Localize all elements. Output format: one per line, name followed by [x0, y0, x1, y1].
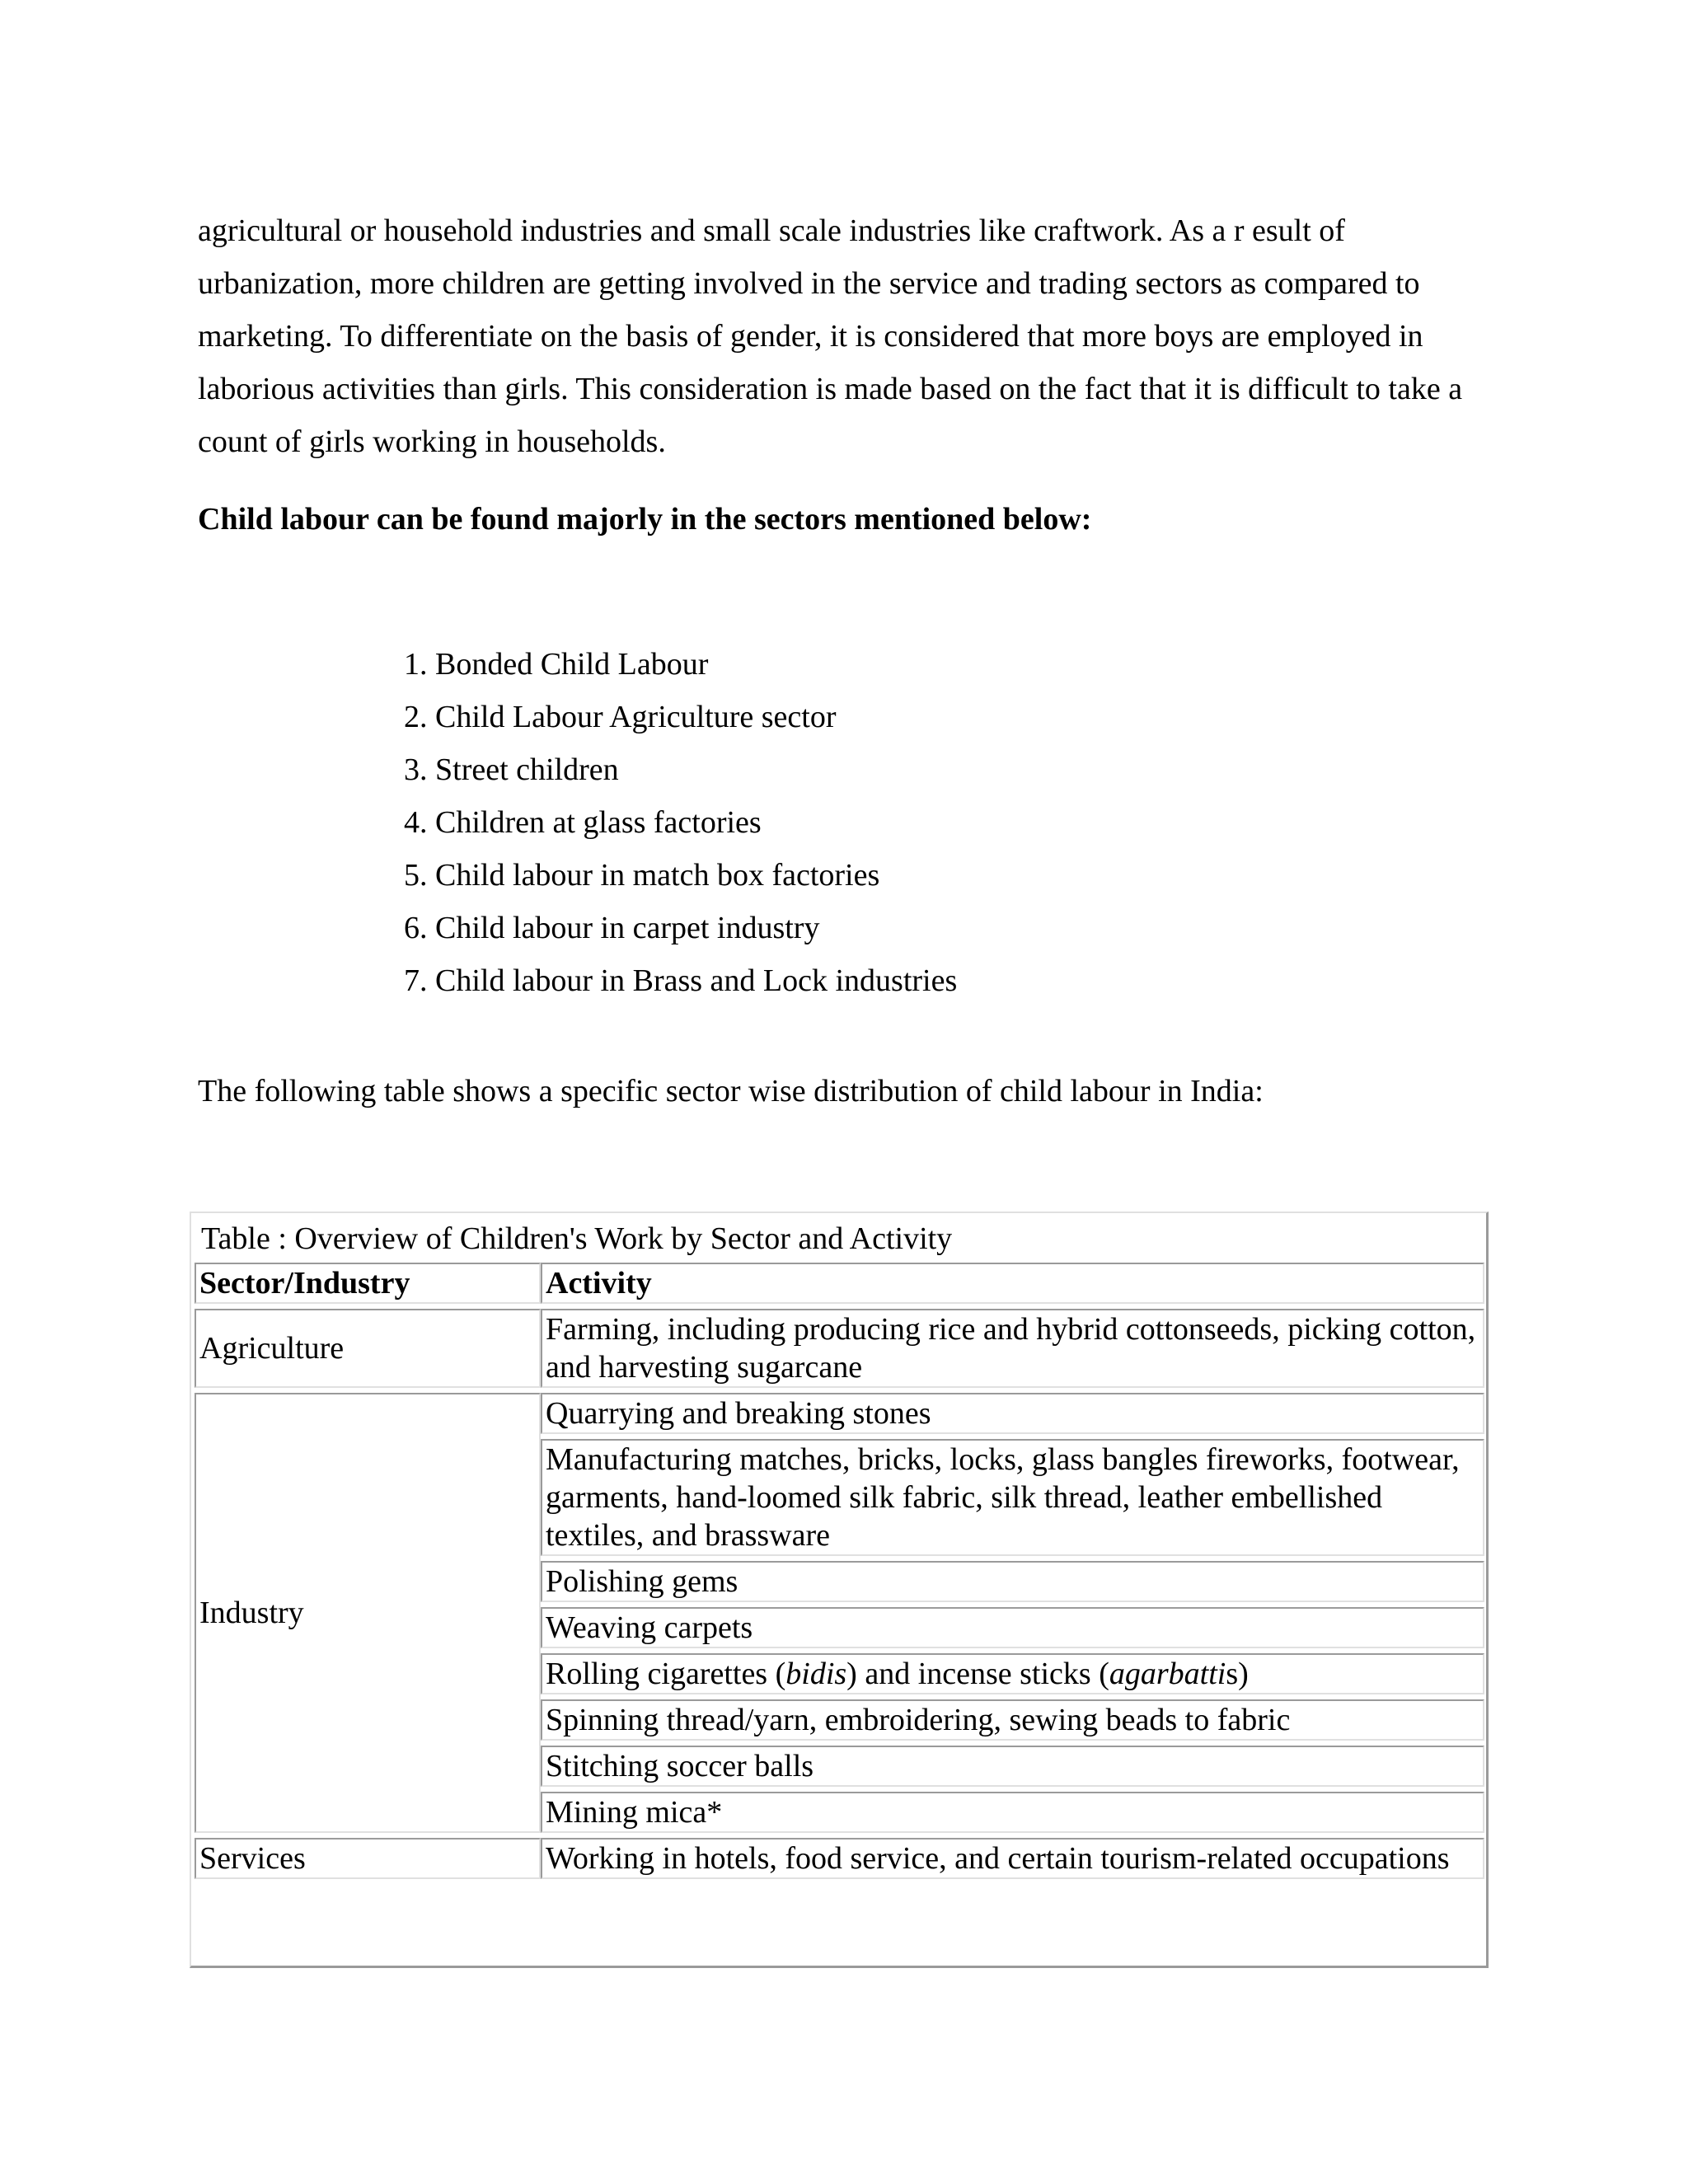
table-intro: The following table shows a specific sector wise distribution of child labour in India:: [198, 1074, 1264, 1108]
activity-text: ) and incense sticks (: [846, 1657, 1109, 1691]
activity-cell: Working in hotels, food service, and certain tourism-related occupations: [541, 1838, 1484, 1879]
activity-cell: Farming, including producing rice and hybrid cottonseeds, picking cotton, and harvesting sugarcane: [541, 1309, 1484, 1388]
sector-activity-table: [195, 1213, 1484, 1884]
table-row: [195, 1838, 1484, 1879]
activity-term: bidis: [785, 1657, 847, 1691]
table-row: [195, 1393, 1484, 1434]
intro-paragraph: agricultural or household industries and small scale industries like craftwork. As a r esult of urbanization, more children are getting involved in the service and trading sectors as compared to marketing. To differentiate on the basis of gender, it is considered that more boys are employed in laborious activities than girls. This consideration is made based on the fact that it is difficult to take a count of girls working in households.: [198, 213, 1463, 459]
activity-term: agarbatti: [1109, 1657, 1226, 1691]
header-sector: Sector/Industry: [195, 1263, 541, 1304]
activity-cell: Quarrying and breaking stones: [541, 1393, 1484, 1434]
sectors-list: [404, 638, 957, 1007]
activity-cell: [541, 1653, 1484, 1694]
header-activity: Activity: [541, 1263, 1484, 1304]
list-item: 2. Child Labour Agriculture sector: [404, 700, 837, 734]
table-caption: Table : Overview of Children's Work by Sector and Activity: [201, 1221, 953, 1256]
activity-cell: Weaving carpets: [541, 1607, 1484, 1648]
list-item: 5. Child labour in match box factories: [404, 858, 880, 893]
activity-cell: Manufacturing matches, bricks, locks, glass bangles fireworks, footwear, garments, hand-loomed silk fabric, silk thread, leather embellished textiles, and brassware: [541, 1439, 1484, 1556]
activity-cell: Spinning thread/yarn, embroidering, sewing beads to fabric: [541, 1699, 1484, 1741]
sector-cell-industry: Industry: [195, 1393, 541, 1833]
table-header-row: [195, 1263, 1484, 1304]
activity-cell: Stitching soccer balls: [541, 1746, 1484, 1787]
activity-text: s): [1226, 1657, 1249, 1691]
table-row: [195, 1309, 1484, 1388]
list-item: 7. Child labour in Brass and Lock industries: [404, 963, 958, 998]
list-item: 3. Street children: [404, 752, 619, 787]
activity-text: Rolling cigarettes (: [546, 1657, 786, 1691]
list-item: 6. Child labour in carpet industry: [404, 911, 820, 945]
activity-cell: Polishing gems: [541, 1561, 1484, 1602]
table-frame: [190, 1212, 1489, 1968]
activity-cell: Mining mica*: [541, 1792, 1484, 1833]
sector-cell-agriculture: Agriculture: [195, 1309, 541, 1388]
list-item: 4. Children at glass factories: [404, 805, 762, 840]
sectors-heading: Child labour can be found majorly in the sectors mentioned below:: [198, 502, 1092, 537]
list-item: 1. Bonded Child Labour: [404, 647, 709, 682]
sector-cell-services: Services: [195, 1838, 541, 1879]
